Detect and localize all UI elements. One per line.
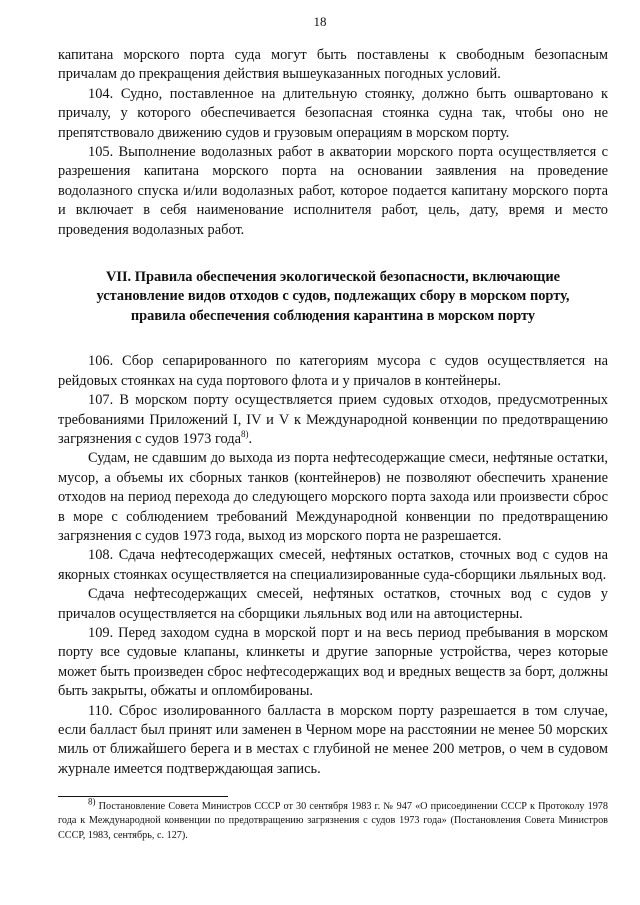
paragraph-108: 108. Сдача нефтесодержащих смесей, нефтяных остатков, сточных вод с судов на якорных стоянках осуществляется на специализированные суда-сборщики льяльных вод. [58,547,608,583]
paragraph-107 [58,391,608,449]
section-heading-line-2: установление видов отходов с судов, подлежащих сбору в морском порту, [96,288,570,305]
paragraph-107-end: . [248,430,253,447]
paragraph-106: 106. Сбор сепарированного по категориям мусора с судов осуществляется на рейдовых стоянках на суда портового флота и у причалов в контейнеры. [58,353,608,389]
paragraph-105: 105. Выполнение водолазных работ в акватории морского порта осуществляется с разрешения капитана морского порта на основании заявления на проведение водолазного спуска и/или водолазных работ, которое подается капитану морского порта и включает в себя наименование исполнителя работ, цель, дату, время и место проведения водолазных работ. [58,144,608,238]
paragraph-104: 104. Судно, поставленное на длительную стоянку, должно быть ошвартовано к причалу, у которого обеспечивается безопасная стоянка судна так, чтобы оно не препятствовало движению судов и грузовым операциям в морском порту. [58,85,608,141]
footnote-divider [58,796,228,797]
paragraph-109: 109. Перед заходом судна в морской порт и на весь период пребывания в морском порту все судовые клапаны, клинкеты и другие запорные устройства, через которые может быть произведен сброс нефтесодержащих вод и вредных веществ за борт, должны быть закрыты, обжаты и опломбированы. [58,624,608,700]
footnote [58,796,608,843]
footnote-marker: 8) [88,796,96,807]
section-heading-line-3: правила обеспечения соблюдения карантина в морском порту [130,307,536,324]
paragraph-110: 110. Сброс изолированного балласта в морском порту разрешается в том случае, если балласт был принят или заменен в Черном море на расстоянии не менее 50 морских миль от ближайшего берега и в местах с глубиной не менее 200 метров, о чем в судовом журнале имеется подтверждающая запись. [58,702,608,777]
footnote-text: Постановление Совета Министров СССР от 30 сентября 1983 г. № 947 «О присоединении СССР к Протоколу 1978 года к Международной конвенции по предотвращению загрязнения с судов 1973 года» (Постановления Совета Министров СССР, 1983, сентябрь, с. 127). [58,801,608,841]
paragraph-108-continued: Сдача нефтесодержащих смесей, нефтяных остатков, сточных вод с судов у причалов осуществляется на сборщики льяльных вод или на автоцистерны. [58,586,608,622]
paragraph-continuation: капитана морского порта суда могут быть поставлены к свободным безопасным причалам до прекращения действия вышеуказанных погодных условий. [58,47,608,83]
page-number: 18 [313,14,327,29]
section-heading [58,268,608,326]
paragraph-107-continued: Судам, не сдавшим до выхода из порта нефтесодержащие смеси, нефтяные остатки, мусор, а объемы их сборных танков (контейнеров) не позволяют обеспечить хранение отходов на период перехода до следующего морского порта захода или произвести сброс в море с соблюдением требований Международной конвенции по предотвращению загрязнения с судов 1973 года, выход из морского порта не разрешается. [58,450,608,544]
document-body [58,46,608,779]
section-heading-line-1: VII. Правила обеспечения экологической безопасности, включающие [105,269,561,286]
paragraph-107-text: 107. В морском порту осуществляется прием судовых отходов, предусмотренных требованиями Приложений I, IV и V к Международной конвенции по предотвращению загрязнения с судов 1973 года [58,392,608,447]
footnote-reference: 8) [240,429,249,440]
